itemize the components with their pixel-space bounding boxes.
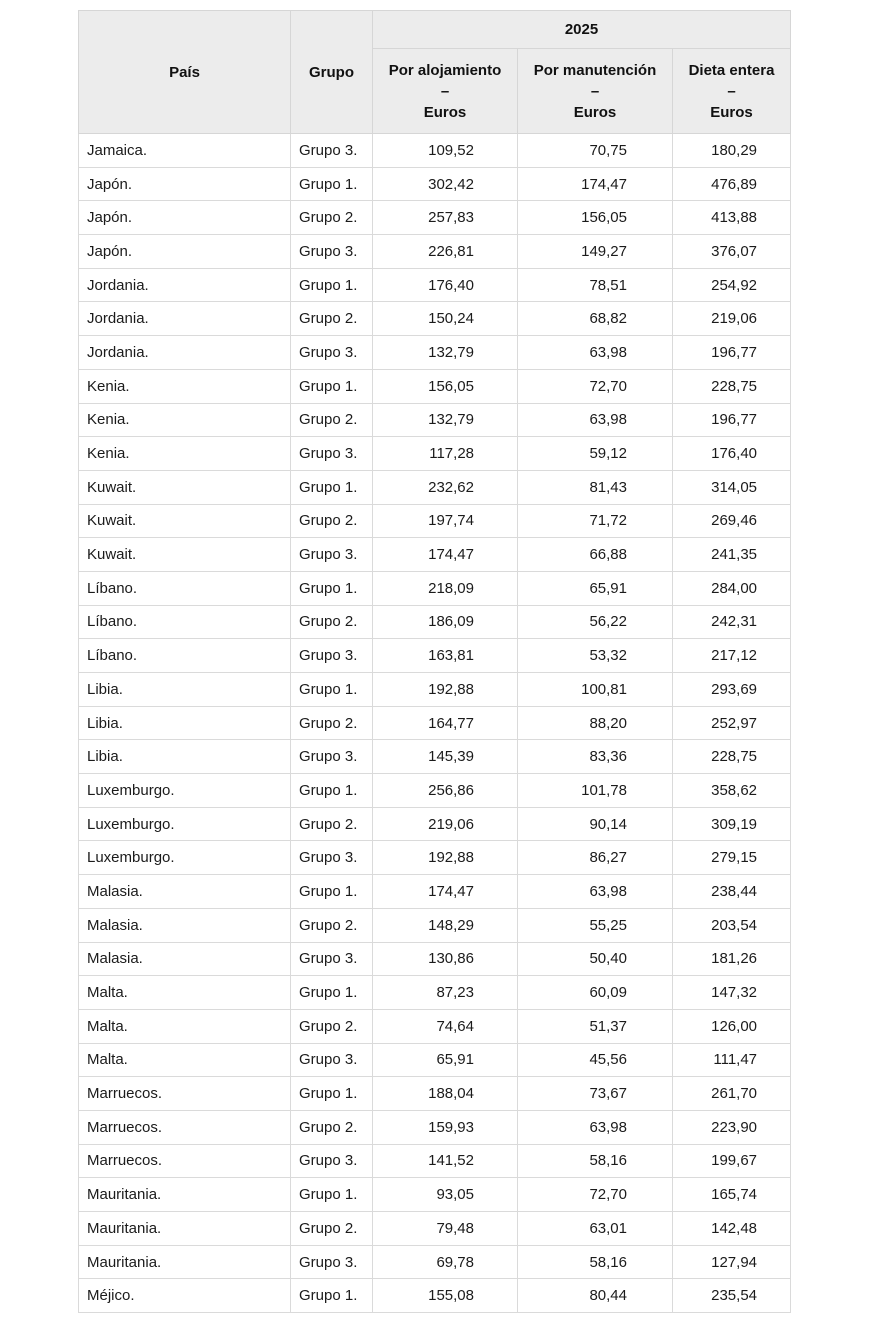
group-cell: Grupo 2. <box>291 302 373 336</box>
lodging-cell: 163,81 <box>373 639 518 673</box>
full-diet-cell: 269,46 <box>673 504 791 538</box>
lodging-cell: 257,83 <box>373 201 518 235</box>
table-row <box>79 774 791 808</box>
lodging-cell: 192,88 <box>373 673 518 707</box>
col-header-lodging-label: Por alojamiento <box>388 61 502 79</box>
group-cell: Grupo 3. <box>291 336 373 370</box>
lodging-cell: 150,24 <box>373 302 518 336</box>
group-cell: Grupo 2. <box>291 504 373 538</box>
col-header-full-diet-dash: – <box>727 82 736 100</box>
country-cell: Japón. <box>79 235 291 269</box>
group-cell: Grupo 1. <box>291 976 373 1010</box>
table-row <box>79 1212 791 1246</box>
country-cell: Kenia. <box>79 369 291 403</box>
country-cell: Libia. <box>79 673 291 707</box>
group-cell: Grupo 3. <box>291 134 373 168</box>
meals-cell: 86,27 <box>518 841 673 875</box>
table-row <box>79 875 791 909</box>
table-row <box>79 1144 791 1178</box>
country-cell: Méjico. <box>79 1279 291 1313</box>
lodging-cell: 197,74 <box>373 504 518 538</box>
lodging-cell: 132,79 <box>373 403 518 437</box>
meals-cell: 51,37 <box>518 1009 673 1043</box>
col-header-year: 2025 <box>373 11 791 49</box>
full-diet-cell: 261,70 <box>673 1077 791 1111</box>
lodging-cell: 141,52 <box>373 1144 518 1178</box>
country-cell: Mauritania. <box>79 1212 291 1246</box>
meals-cell: 63,98 <box>518 1110 673 1144</box>
full-diet-cell: 242,31 <box>673 605 791 639</box>
table-row <box>79 134 791 168</box>
table-row <box>79 841 791 875</box>
lodging-cell: 176,40 <box>373 268 518 302</box>
lodging-cell: 65,91 <box>373 1043 518 1077</box>
table-row <box>79 571 791 605</box>
table-row <box>79 605 791 639</box>
meals-cell: 55,25 <box>518 908 673 942</box>
country-cell: Jamaica. <box>79 134 291 168</box>
country-cell: Kuwait. <box>79 470 291 504</box>
full-diet-cell: 127,94 <box>673 1245 791 1279</box>
per-diem-table <box>78 10 791 1313</box>
table-row <box>79 942 791 976</box>
full-diet-cell: 284,00 <box>673 571 791 605</box>
full-diet-cell: 358,62 <box>673 774 791 808</box>
meals-cell: 45,56 <box>518 1043 673 1077</box>
group-cell: Grupo 2. <box>291 605 373 639</box>
lodging-cell: 69,78 <box>373 1245 518 1279</box>
country-cell: Malasia. <box>79 908 291 942</box>
full-diet-cell: 309,19 <box>673 807 791 841</box>
meals-cell: 58,16 <box>518 1144 673 1178</box>
group-cell: Grupo 3. <box>291 841 373 875</box>
country-cell: Japón. <box>79 201 291 235</box>
col-header-full-diet-unit: Euros <box>710 103 753 121</box>
lodging-cell: 74,64 <box>373 1009 518 1043</box>
col-header-lodging-dash: – <box>440 82 450 100</box>
meals-cell: 81,43 <box>518 470 673 504</box>
table-row <box>79 1009 791 1043</box>
group-cell: Grupo 3. <box>291 1144 373 1178</box>
full-diet-cell: 254,92 <box>673 268 791 302</box>
table-row <box>79 302 791 336</box>
group-cell: Grupo 2. <box>291 908 373 942</box>
meals-cell: 65,91 <box>518 571 673 605</box>
table-row <box>79 235 791 269</box>
table-row <box>79 1279 791 1313</box>
group-cell: Grupo 1. <box>291 571 373 605</box>
country-cell: Kenia. <box>79 437 291 471</box>
country-cell: Malta. <box>79 976 291 1010</box>
group-cell: Grupo 3. <box>291 437 373 471</box>
col-header-lodging-unit: Euros <box>423 103 467 121</box>
group-cell: Grupo 2. <box>291 706 373 740</box>
meals-cell: 88,20 <box>518 706 673 740</box>
group-cell: Grupo 2. <box>291 1212 373 1246</box>
table-row <box>79 369 791 403</box>
group-cell: Grupo 3. <box>291 1043 373 1077</box>
full-diet-cell: 217,12 <box>673 639 791 673</box>
group-cell: Grupo 1. <box>291 268 373 302</box>
full-diet-cell: 219,06 <box>673 302 791 336</box>
table-row <box>79 470 791 504</box>
col-header-meals-dash: – <box>590 82 600 100</box>
table-row <box>79 403 791 437</box>
col-header-meals-unit: Euros <box>573 103 617 121</box>
group-cell: Grupo 3. <box>291 639 373 673</box>
lodging-cell: 188,04 <box>373 1077 518 1111</box>
country-cell: Kuwait. <box>79 504 291 538</box>
full-diet-cell: 293,69 <box>673 673 791 707</box>
country-cell: Libia. <box>79 740 291 774</box>
country-cell: Japón. <box>79 167 291 201</box>
country-cell: Luxemburgo. <box>79 841 291 875</box>
lodging-cell: 130,86 <box>373 942 518 976</box>
lodging-cell: 156,05 <box>373 369 518 403</box>
table-row <box>79 336 791 370</box>
full-diet-cell: 126,00 <box>673 1009 791 1043</box>
full-diet-cell: 376,07 <box>673 235 791 269</box>
full-diet-cell: 228,75 <box>673 740 791 774</box>
country-cell: Líbano. <box>79 605 291 639</box>
lodging-cell: 145,39 <box>373 740 518 774</box>
meals-cell: 78,51 <box>518 268 673 302</box>
meals-cell: 72,70 <box>518 369 673 403</box>
group-cell: Grupo 1. <box>291 673 373 707</box>
group-cell: Grupo 3. <box>291 740 373 774</box>
lodging-cell: 302,42 <box>373 167 518 201</box>
meals-cell: 149,27 <box>518 235 673 269</box>
col-header-full-diet <box>673 49 791 134</box>
meals-cell: 68,82 <box>518 302 673 336</box>
country-cell: Mauritania. <box>79 1245 291 1279</box>
lodging-cell: 232,62 <box>373 470 518 504</box>
country-cell: Jordania. <box>79 302 291 336</box>
full-diet-cell: 228,75 <box>673 369 791 403</box>
full-diet-cell: 241,35 <box>673 538 791 572</box>
group-cell: Grupo 2. <box>291 201 373 235</box>
full-diet-cell: 203,54 <box>673 908 791 942</box>
country-cell: Libia. <box>79 706 291 740</box>
meals-cell: 80,44 <box>518 1279 673 1313</box>
lodging-cell: 148,29 <box>373 908 518 942</box>
meals-cell: 59,12 <box>518 437 673 471</box>
full-diet-cell: 199,67 <box>673 1144 791 1178</box>
lodging-cell: 155,08 <box>373 1279 518 1313</box>
meals-cell: 63,98 <box>518 875 673 909</box>
full-diet-cell: 176,40 <box>673 437 791 471</box>
country-cell: Mauritania. <box>79 1178 291 1212</box>
group-cell: Grupo 2. <box>291 403 373 437</box>
lodging-cell: 93,05 <box>373 1178 518 1212</box>
table-row <box>79 706 791 740</box>
country-cell: Luxemburgo. <box>79 807 291 841</box>
group-cell: Grupo 2. <box>291 807 373 841</box>
lodging-cell: 159,93 <box>373 1110 518 1144</box>
group-cell: Grupo 3. <box>291 942 373 976</box>
col-header-country: País <box>79 11 291 134</box>
country-cell: Malta. <box>79 1043 291 1077</box>
meals-cell: 50,40 <box>518 942 673 976</box>
table-row <box>79 1043 791 1077</box>
country-cell: Jordania. <box>79 336 291 370</box>
full-diet-cell: 196,77 <box>673 403 791 437</box>
table-row <box>79 1245 791 1279</box>
meals-cell: 71,72 <box>518 504 673 538</box>
full-diet-cell: 252,97 <box>673 706 791 740</box>
table-row <box>79 1178 791 1212</box>
country-cell: Kuwait. <box>79 538 291 572</box>
table-row <box>79 1077 791 1111</box>
country-cell: Malasia. <box>79 875 291 909</box>
full-diet-cell: 279,15 <box>673 841 791 875</box>
meals-cell: 156,05 <box>518 201 673 235</box>
meals-cell: 73,67 <box>518 1077 673 1111</box>
full-diet-cell: 413,88 <box>673 201 791 235</box>
country-cell: Malta. <box>79 1009 291 1043</box>
meals-cell: 63,98 <box>518 403 673 437</box>
full-diet-cell: 165,74 <box>673 1178 791 1212</box>
country-cell: Kenia. <box>79 403 291 437</box>
col-header-full-diet-label: Dieta entera <box>688 61 775 79</box>
group-cell: Grupo 1. <box>291 1077 373 1111</box>
group-cell: Grupo 1. <box>291 167 373 201</box>
group-cell: Grupo 1. <box>291 1279 373 1313</box>
lodging-cell: 164,77 <box>373 706 518 740</box>
group-cell: Grupo 1. <box>291 774 373 808</box>
lodging-cell: 192,88 <box>373 841 518 875</box>
country-cell: Marruecos. <box>79 1144 291 1178</box>
meals-cell: 58,16 <box>518 1245 673 1279</box>
meals-cell: 174,47 <box>518 167 673 201</box>
col-header-lodging <box>373 49 518 134</box>
full-diet-cell: 147,32 <box>673 976 791 1010</box>
meals-cell: 53,32 <box>518 639 673 673</box>
full-diet-cell: 476,89 <box>673 167 791 201</box>
meals-cell: 72,70 <box>518 1178 673 1212</box>
meals-cell: 63,01 <box>518 1212 673 1246</box>
col-header-meals-label: Por manutención <box>533 61 657 79</box>
table-row <box>79 201 791 235</box>
header-row-year <box>79 11 791 49</box>
meals-cell: 70,75 <box>518 134 673 168</box>
group-cell: Grupo 3. <box>291 235 373 269</box>
lodging-cell: 174,47 <box>373 538 518 572</box>
table-row <box>79 167 791 201</box>
lodging-cell: 219,06 <box>373 807 518 841</box>
lodging-cell: 132,79 <box>373 336 518 370</box>
group-cell: Grupo 1. <box>291 1178 373 1212</box>
table-row <box>79 504 791 538</box>
lodging-cell: 256,86 <box>373 774 518 808</box>
group-cell: Grupo 1. <box>291 470 373 504</box>
table-row <box>79 908 791 942</box>
group-cell: Grupo 2. <box>291 1009 373 1043</box>
table-row <box>79 1110 791 1144</box>
full-diet-cell: 196,77 <box>673 336 791 370</box>
lodging-cell: 109,52 <box>373 134 518 168</box>
full-diet-cell: 223,90 <box>673 1110 791 1144</box>
table-row <box>79 538 791 572</box>
group-cell: Grupo 1. <box>291 369 373 403</box>
meals-cell: 63,98 <box>518 336 673 370</box>
country-cell: Marruecos. <box>79 1110 291 1144</box>
col-header-meals <box>518 49 673 134</box>
full-diet-cell: 111,47 <box>673 1043 791 1077</box>
meals-cell: 56,22 <box>518 605 673 639</box>
full-diet-cell: 314,05 <box>673 470 791 504</box>
col-header-group: Grupo <box>291 11 373 134</box>
full-diet-cell: 142,48 <box>673 1212 791 1246</box>
lodging-cell: 117,28 <box>373 437 518 471</box>
country-cell: Jordania. <box>79 268 291 302</box>
country-cell: Malasia. <box>79 942 291 976</box>
full-diet-cell: 235,54 <box>673 1279 791 1313</box>
table-row <box>79 437 791 471</box>
full-diet-cell: 238,44 <box>673 875 791 909</box>
full-diet-cell: 180,29 <box>673 134 791 168</box>
table-header <box>79 11 791 134</box>
meals-cell: 100,81 <box>518 673 673 707</box>
lodging-cell: 226,81 <box>373 235 518 269</box>
meals-cell: 60,09 <box>518 976 673 1010</box>
lodging-cell: 87,23 <box>373 976 518 1010</box>
group-cell: Grupo 3. <box>291 1245 373 1279</box>
group-cell: Grupo 1. <box>291 875 373 909</box>
table-body <box>79 134 791 1313</box>
lodging-cell: 218,09 <box>373 571 518 605</box>
country-cell: Luxemburgo. <box>79 774 291 808</box>
meals-cell: 66,88 <box>518 538 673 572</box>
table-row <box>79 268 791 302</box>
lodging-cell: 174,47 <box>373 875 518 909</box>
table-row <box>79 639 791 673</box>
group-cell: Grupo 3. <box>291 538 373 572</box>
table-row <box>79 740 791 774</box>
lodging-cell: 79,48 <box>373 1212 518 1246</box>
meals-cell: 83,36 <box>518 740 673 774</box>
lodging-cell: 186,09 <box>373 605 518 639</box>
full-diet-cell: 181,26 <box>673 942 791 976</box>
table-row <box>79 807 791 841</box>
country-cell: Líbano. <box>79 639 291 673</box>
country-cell: Marruecos. <box>79 1077 291 1111</box>
table-row <box>79 976 791 1010</box>
meals-cell: 101,78 <box>518 774 673 808</box>
country-cell: Líbano. <box>79 571 291 605</box>
table-row <box>79 673 791 707</box>
meals-cell: 90,14 <box>518 807 673 841</box>
group-cell: Grupo 2. <box>291 1110 373 1144</box>
